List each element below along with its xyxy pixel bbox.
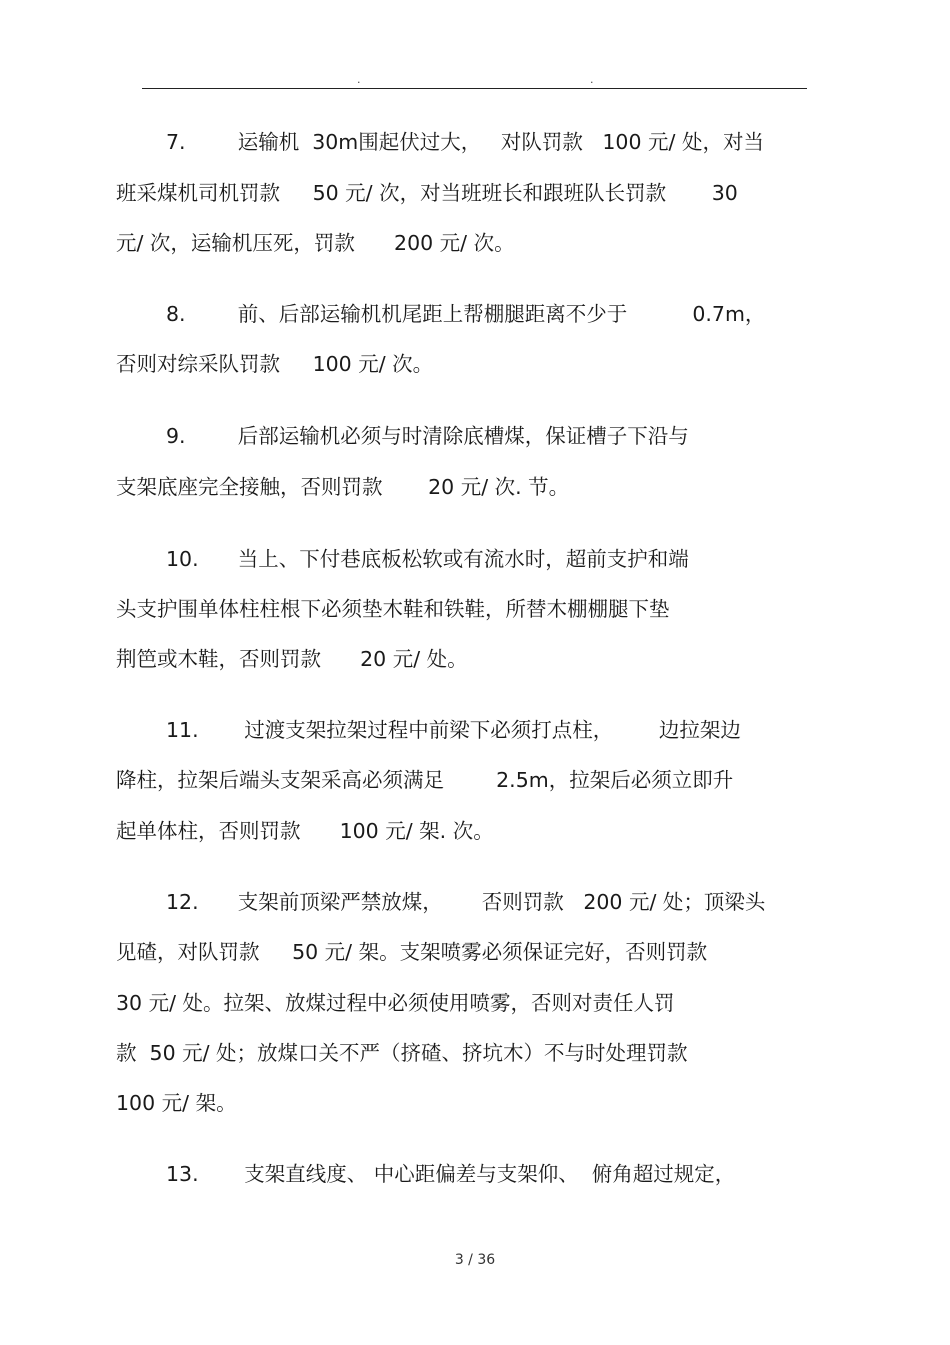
text-line: 荆笆或木鞋，否则罚款 20 元/ 处。 <box>116 647 468 671</box>
text-line: 元/ 次，运输机压死，罚款 200 元/ 次。 <box>116 231 515 255</box>
text-line: 否则对综采队罚款 100 元/ 次。 <box>116 352 434 376</box>
text-line: 10. 当上、下付巷底板松软或有流水时，超前支护和端 <box>166 547 689 571</box>
text-line: 7. 运输机 30m围起伏过大， 对队罚款 100 元/ 处，对当 <box>166 130 764 154</box>
text-line: 见碴，对队罚款 50 元/ 架。支架喷雾必须保证完好，否则罚款 <box>116 940 708 964</box>
text-line: 款 50 元/ 处；放煤口关不严（挤碴、挤坑木）不与时处理罚款 <box>116 1041 688 1065</box>
text-line: 降柱，拉架后端头支架采高必须满足 2.5m，拉架后必须立即升 <box>116 768 734 792</box>
page-number: 3 / 36 <box>454 1252 496 1268</box>
text-line: 12. 支架前顶梁严禁放煤， 否则罚款 200 元/ 处；顶梁头 <box>166 890 766 914</box>
header-rule <box>142 88 807 89</box>
text-line: 30 元/ 处。拉架、放煤过程中必须使用喷雾，否则对责任人罚 <box>116 991 675 1015</box>
text-line: 9. 后部运输机必须与时清除底槽煤，保证槽子下沿与 <box>166 424 689 448</box>
header-dot-left: . <box>357 73 361 86</box>
header-dot-right: . <box>590 73 594 86</box>
text-line: 头支护围单体柱柱根下必须垫木鞋和铁鞋，所替木棚棚腿下垫 <box>116 597 670 621</box>
text-line: 8. 前、后部运输机机尾距上帮棚腿距离不少于 0.7m， <box>166 302 766 326</box>
text-line: 13. 支架直线度、 中心距偏差与支架仰、 俯角超过规定， <box>166 1162 736 1186</box>
text-line: 起单体柱，否则罚款 100 元/ 架. 次。 <box>116 819 494 843</box>
text-line: 班采煤机司机罚款 50 元/ 次，对当班班长和跟班队长罚款 30 <box>116 181 738 205</box>
text-line: 支架底座完全接触，否则罚款 20 元/ 次. 节。 <box>116 475 570 499</box>
text-line: 100 元/ 架。 <box>116 1091 237 1115</box>
text-line: 11. 过渡支架拉架过程中前梁下必须打点柱， 边拉架边 <box>166 718 741 742</box>
